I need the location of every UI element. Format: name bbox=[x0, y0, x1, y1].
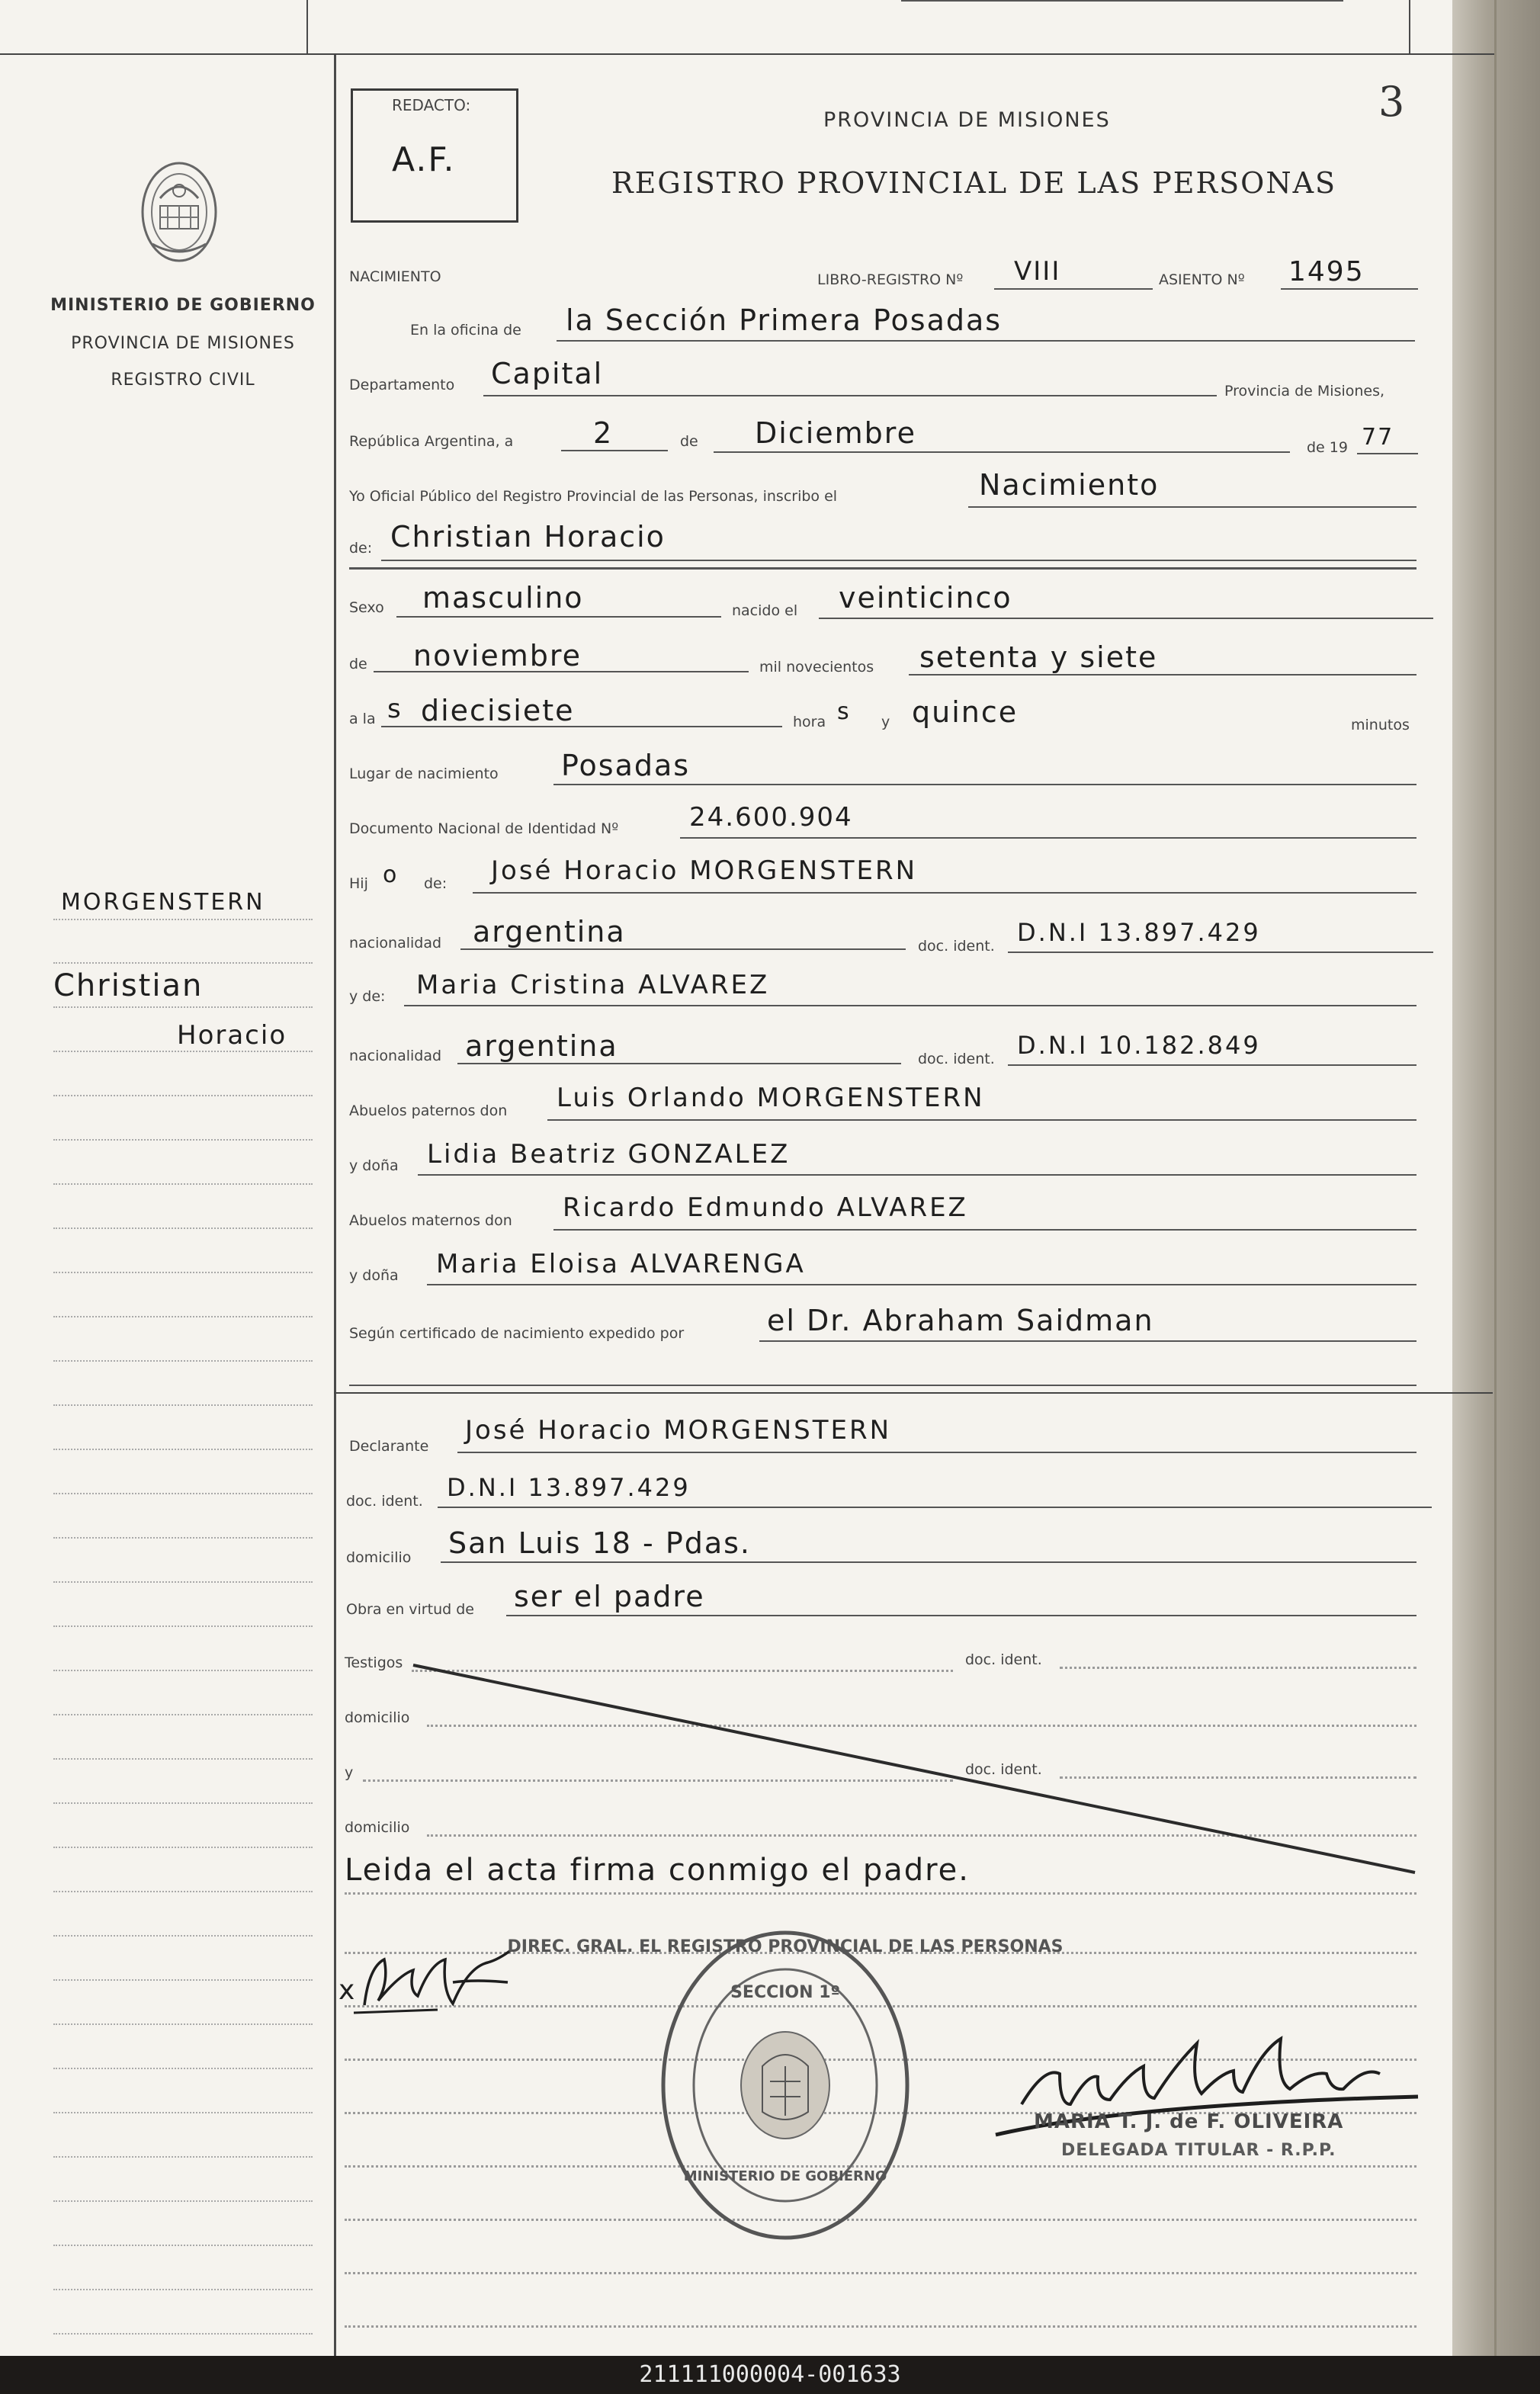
margin-rule bbox=[53, 2333, 313, 2335]
margin-rule bbox=[53, 2245, 313, 2246]
provincia-suffix: Provincia de Misiones, bbox=[1224, 383, 1385, 400]
padre-doc-line bbox=[1008, 952, 1433, 953]
closing-line bbox=[345, 1892, 1416, 1895]
minutos-line bbox=[901, 0, 1343, 2]
margin-rule bbox=[53, 1316, 313, 1317]
blank-rule bbox=[345, 2325, 1416, 2328]
hijo-de-label: de: bbox=[424, 875, 448, 892]
nacido-line bbox=[819, 618, 1433, 619]
hora-value: diecisiete bbox=[421, 694, 575, 727]
mes-value: Diciembre bbox=[755, 416, 916, 450]
horas-label: hora bbox=[793, 714, 826, 730]
dni-value: 24.600.904 bbox=[689, 802, 853, 833]
asiento-label: ASIENTO Nº bbox=[1159, 271, 1245, 288]
hijo-suffix: o bbox=[383, 862, 399, 888]
nombre-underline bbox=[349, 567, 1416, 570]
redacto-label: REDACTO: bbox=[392, 96, 471, 114]
sexo-label: Sexo bbox=[349, 599, 384, 616]
margin-rule bbox=[53, 1272, 313, 1273]
top-rule bbox=[0, 53, 1494, 55]
minutos-value: quince bbox=[912, 695, 1019, 729]
anio-nac-value: setenta y siete bbox=[919, 640, 1158, 674]
lugar-line bbox=[553, 784, 1416, 785]
de2-label: de: bbox=[349, 540, 373, 557]
margin-rule bbox=[53, 1183, 313, 1185]
ala-suffix: s bbox=[387, 694, 403, 724]
decl-doc-line bbox=[438, 1507, 1432, 1508]
margin-rule bbox=[53, 1847, 313, 1848]
de3-label: de bbox=[349, 656, 367, 672]
margin-given-2: Horacio bbox=[177, 1020, 287, 1051]
top-tick-left bbox=[306, 0, 308, 53]
oficina-line bbox=[557, 340, 1415, 342]
domicilio-label: domicilio bbox=[346, 1549, 412, 1566]
margin-rule bbox=[53, 1935, 313, 1937]
nombre-line bbox=[381, 560, 1416, 561]
seal-top-text: SECCION 1º bbox=[730, 1983, 840, 2002]
nacido-value: veinticinco bbox=[839, 581, 1012, 615]
dni-line bbox=[680, 837, 1416, 839]
cert-line bbox=[759, 1340, 1416, 1342]
margin-rule bbox=[53, 919, 313, 920]
padre-value: José Horacio MORGENSTERN bbox=[491, 855, 918, 886]
ministry-title: MINISTERIO DE GOBIERNO bbox=[50, 296, 316, 315]
madre-nac-line bbox=[457, 1063, 901, 1064]
margin-rule bbox=[53, 1227, 313, 1229]
padre-doc-label: doc. ident. bbox=[918, 938, 995, 955]
ministry-civil: REGISTRO CIVIL bbox=[111, 371, 255, 390]
asiento-line bbox=[1281, 288, 1418, 290]
oficina-value: la Sección Primera Posadas bbox=[566, 303, 1003, 337]
margin-rule bbox=[53, 1802, 313, 1804]
cert-label: Según certificado de nacimiento expedido por bbox=[349, 1325, 685, 1342]
top-tick-right bbox=[1409, 0, 1410, 53]
margin-rule bbox=[53, 1360, 313, 1362]
margin-rule bbox=[53, 1758, 313, 1760]
province-emblem-icon bbox=[137, 152, 221, 267]
obra-line bbox=[506, 1615, 1416, 1616]
domicilio-line bbox=[441, 1561, 1416, 1563]
official-role: DELEGADA TITULAR - R.P.P. bbox=[1061, 2141, 1336, 2160]
margin-rule bbox=[53, 1714, 313, 1715]
ab-mat-value: Ricardo Edmundo ALVAREZ bbox=[563, 1192, 968, 1223]
blank-rule bbox=[345, 2272, 1416, 2274]
lugar-label: Lugar de nacimiento bbox=[349, 765, 499, 782]
mes-line bbox=[714, 451, 1290, 453]
anio-nac-line bbox=[909, 674, 1416, 676]
departamento-label: Departamento bbox=[349, 377, 455, 393]
hijo-label: Hij bbox=[349, 875, 368, 892]
de-label: de bbox=[680, 433, 698, 450]
declarante-label: Declarante bbox=[349, 1438, 429, 1455]
sexo-line bbox=[396, 616, 721, 618]
departamento-value: Capital bbox=[491, 357, 604, 390]
inscribo-label: Yo Oficial Público del Registro Provincial de las Personas, inscribo el bbox=[349, 488, 838, 505]
decl-doc-value: D.N.I 13.897.429 bbox=[447, 1473, 691, 1502]
margin-rule bbox=[53, 962, 313, 964]
testigo2-dom-label: domicilio bbox=[345, 1819, 410, 1836]
margin-rule bbox=[53, 1139, 313, 1141]
testigos-label: Testigos bbox=[345, 1654, 403, 1671]
ala-label: a la bbox=[349, 711, 376, 727]
madre-nac-value: argentina bbox=[465, 1029, 618, 1063]
domicilio-value: San Luis 18 - Pdas. bbox=[448, 1526, 752, 1560]
margin-rule bbox=[53, 2023, 313, 2025]
madre-value: Maria Cristina ALVAREZ bbox=[416, 970, 770, 1000]
testigos-strikethrough bbox=[412, 1662, 1418, 1876]
departamento-line bbox=[483, 395, 1217, 396]
libro-line bbox=[994, 288, 1153, 290]
margin-rule bbox=[53, 1095, 313, 1096]
mes-nac-value: noviembre bbox=[413, 639, 582, 672]
testigo2-doc-label: doc. ident. bbox=[965, 1761, 1042, 1778]
margin-rule bbox=[53, 2112, 313, 2113]
nacido-label: nacido el bbox=[732, 602, 798, 619]
margin-given-1: Christian bbox=[53, 968, 204, 1003]
inscribo-value: Nacimiento bbox=[979, 468, 1160, 502]
image-code-band: 211111000004-001633 bbox=[0, 2356, 1540, 2394]
declarante-value: José Horacio MORGENSTERN bbox=[465, 1415, 892, 1446]
libro-value: VIII bbox=[1014, 256, 1061, 287]
margin-rule bbox=[53, 1449, 313, 1450]
margin-rule bbox=[53, 1625, 313, 1627]
page-number: 3 bbox=[1378, 78, 1405, 126]
hora-line bbox=[381, 726, 782, 727]
decl-doc-label: doc. ident. bbox=[346, 1493, 423, 1510]
ab-mat-line bbox=[553, 1229, 1416, 1231]
nacimiento-label: NACIMIENTO bbox=[349, 268, 441, 285]
dia-value: 2 bbox=[593, 416, 614, 450]
testigo1-doc-label: doc. ident. bbox=[965, 1651, 1042, 1668]
anio-label: de 19 bbox=[1307, 439, 1348, 456]
margin-rule bbox=[53, 1006, 313, 1008]
madre-doc-line bbox=[1008, 1064, 1416, 1066]
declarante-line bbox=[457, 1452, 1416, 1453]
margin-rule bbox=[53, 1493, 313, 1494]
section-divider bbox=[334, 1392, 1493, 1394]
official-seal-icon bbox=[507, 1921, 1064, 2249]
ab-mat-dona-label: y doña bbox=[349, 1267, 399, 1284]
official-name: MARIA T. J. de F. OLIVEIRA bbox=[1034, 2110, 1344, 2133]
ab-pat-label: Abuelos paternos don bbox=[349, 1102, 508, 1119]
mil-label: mil novecientos bbox=[759, 659, 874, 676]
closing-text: Leida el acta firma conmigo el padre. bbox=[345, 1853, 970, 1888]
dni-label: Documento Nacional de Identidad Nº bbox=[349, 820, 619, 837]
x-mark: x bbox=[338, 1975, 357, 2006]
ab-pat-line bbox=[547, 1119, 1416, 1121]
cert-line-2 bbox=[349, 1385, 1416, 1386]
oficina-label: En la oficina de bbox=[410, 322, 521, 339]
inscribo-line bbox=[968, 506, 1416, 508]
padre-line bbox=[473, 892, 1416, 894]
registry-heading: REGISTRO PROVINCIAL DE LAS PERSONAS bbox=[611, 166, 1337, 200]
madre-doc-label: doc. ident. bbox=[918, 1051, 995, 1067]
margin-rule bbox=[53, 1051, 313, 1052]
margin-rule bbox=[53, 1891, 313, 1892]
libro-label: LIBRO-REGISTRO Nº bbox=[817, 271, 964, 288]
testigo1-dom-label: domicilio bbox=[345, 1709, 410, 1726]
sexo-value: masculino bbox=[422, 581, 584, 615]
ministry-province: PROVINCIA DE MISIONES bbox=[71, 334, 295, 353]
ab-mat-label: Abuelos maternos don bbox=[349, 1212, 512, 1229]
lugar-value: Posadas bbox=[561, 749, 691, 782]
margin-rule bbox=[53, 1670, 313, 1671]
mes-nac-line bbox=[374, 671, 749, 672]
ab-pat-value: Luis Orlando MORGENSTERN bbox=[557, 1083, 985, 1113]
ab-pat-dona-value: Lidia Beatriz GONZALEZ bbox=[427, 1139, 791, 1170]
asiento-value: 1495 bbox=[1288, 256, 1365, 287]
minutos-label: minutos bbox=[1351, 717, 1410, 733]
anio-line bbox=[1357, 453, 1418, 454]
obra-label: Obra en virtud de bbox=[346, 1601, 474, 1618]
madre-doc-value: D.N.I 10.182.849 bbox=[1017, 1031, 1261, 1060]
madre-nac-label: nacionalidad bbox=[349, 1048, 442, 1064]
testigo2-label: y bbox=[345, 1764, 354, 1781]
margin-rule bbox=[53, 1979, 313, 1981]
padre-nac-value: argentina bbox=[473, 915, 626, 948]
y-label: y bbox=[881, 714, 890, 730]
seal-inner-text: MINISTERIO DE GOBIERNO bbox=[683, 2168, 887, 2184]
nombre-value: Christian Horacio bbox=[390, 520, 666, 554]
republica-label: República Argentina, a bbox=[349, 433, 514, 450]
margin-rule bbox=[53, 1404, 313, 1406]
province-heading: PROVINCIA DE MISIONES bbox=[823, 108, 1111, 132]
margin-rule bbox=[53, 1581, 313, 1583]
margin-rule bbox=[53, 2068, 313, 2069]
cert-value: el Dr. Abraham Saidman bbox=[767, 1304, 1154, 1337]
ab-pat-dona-label: y doña bbox=[349, 1157, 399, 1174]
padre-doc-value: D.N.I 13.897.429 bbox=[1017, 918, 1261, 947]
margin-rule bbox=[53, 2200, 313, 2202]
obra-value: ser el padre bbox=[514, 1580, 705, 1613]
yde-label: y de: bbox=[349, 988, 386, 1005]
margin-rule bbox=[53, 2156, 313, 2158]
ab-pat-dona-line bbox=[418, 1174, 1416, 1176]
redacto-value: A.F. bbox=[392, 140, 456, 179]
horas-suffix: s bbox=[837, 698, 851, 725]
padre-nac-line bbox=[460, 948, 906, 950]
anio-value: 77 bbox=[1362, 424, 1394, 451]
margin-surname: MORGENSTERN bbox=[61, 889, 265, 916]
sheet-edge bbox=[1494, 0, 1497, 2356]
margin-divider bbox=[334, 53, 336, 2356]
margin-rule bbox=[53, 1537, 313, 1539]
ab-mat-dona-value: Maria Eloisa ALVARENGA bbox=[436, 1249, 806, 1279]
padre-nac-label: nacionalidad bbox=[349, 935, 442, 952]
dia-line bbox=[561, 450, 668, 451]
madre-line bbox=[404, 1005, 1416, 1006]
seal-outer-text: DIREC. GRAL. EL REGISTRO PROVINCIAL DE LAS PERSONAS bbox=[507, 1937, 1064, 1956]
ab-mat-dona-line bbox=[427, 1284, 1416, 1285]
margin-rule bbox=[53, 2289, 313, 2290]
